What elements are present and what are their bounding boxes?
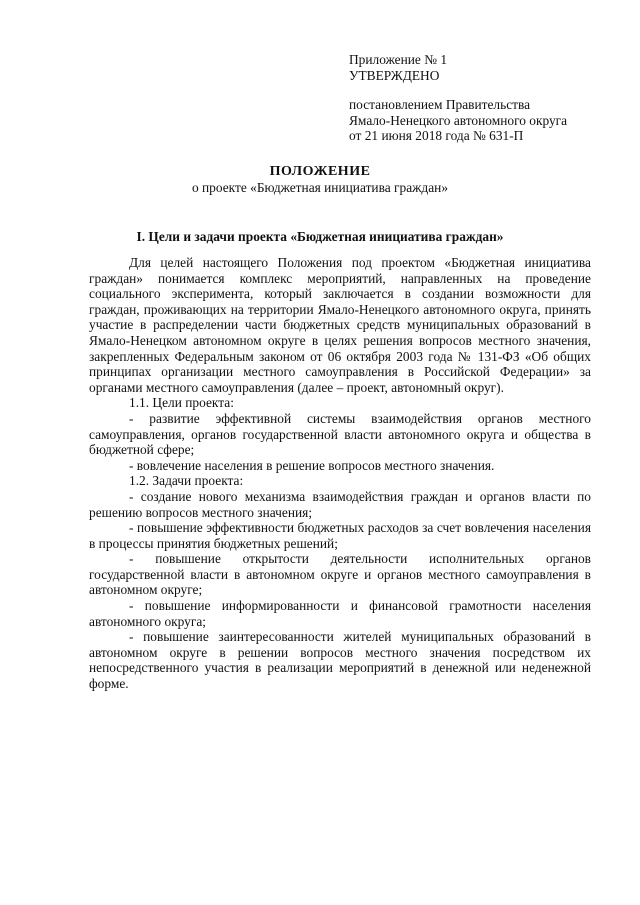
paragraph-tasks-heading: 1.2. Задачи проекта: [129,473,244,489]
paragraph-goal-1: - развитие эффективной системы взаимодействия органов местного самоуправления, органов государственной власти автономного округа и общества в бюджетной сфере; [89,410,591,458]
paragraph-task-3: - повышение открытости деятельности исполнительных органов государственной власти в автономном округе и органов местного самоуправления в автономном округе; [89,551,591,598]
paragraph-task-4: - повышение информированности и финансовой грамотности населения автономного округа; [89,598,591,629]
approved-stamp-text: УТВЕРЖДЕНО [349,67,440,83]
paragraph-goal-2: - вовлечение населения в решение вопросов местного значения. [129,457,495,473]
approval-date: от 21 июня 2018 года № 631-П [349,128,524,143]
approval-block [349,52,609,144]
approval-region: Ямало-Ненецкого автономного округа [349,112,568,128]
paragraph-task-2: - повышение эффективности бюджетных расходов за счет вовлечения населения в процессы принятия бюджетных решений; [89,520,591,551]
section-body [89,255,591,692]
appendix-number: Приложение № 1 [349,52,448,67]
section-heading: I. Цели и задачи проекта «Бюджетная инициатива граждан» [136,229,504,244]
document-subtitle: о проекте «Бюджетная инициатива граждан» [191,180,449,195]
paragraph-task-5: - повышение заинтересованности жителей муниципальных образований в автономном округе в решении вопросов местного значения посредством их непосредственного участия в реализации мероприятий в денежной или неденежной форме. [89,629,591,692]
paragraph-definition: Для целей настоящего Положения под проектом «Бюджетная инициатива граждан» понимается комплекс мероприятий, направленных на проведение социального эксперимента, который заключается в создании возможности для граждан, проживающих на территории Ямало-Ненецкого автономного округа, принять участие в распределении части бюджетных средств муниципальных образований в Ямало-Ненецком автономном округе в целях решения вопросов местного значения, закрепленных Федеральным законом от 06 октября 2003 года № 131-ФЗ «Об общих принципах организации местного самоуправления в Российской Федерации» за органами местного самоуправления (далее – проект, автономный округ). [89,255,591,395]
paragraph-task-1: - создание нового механизма взаимодействия граждан и органов власти по решению вопросов местного значения; [89,488,591,520]
paragraph-goals-heading: 1.1. Цели проекта: [129,395,234,411]
approval-resolution: постановлением Правительства [349,97,531,112]
document-title: ПОЛОЖЕНИЕ [269,164,371,179]
